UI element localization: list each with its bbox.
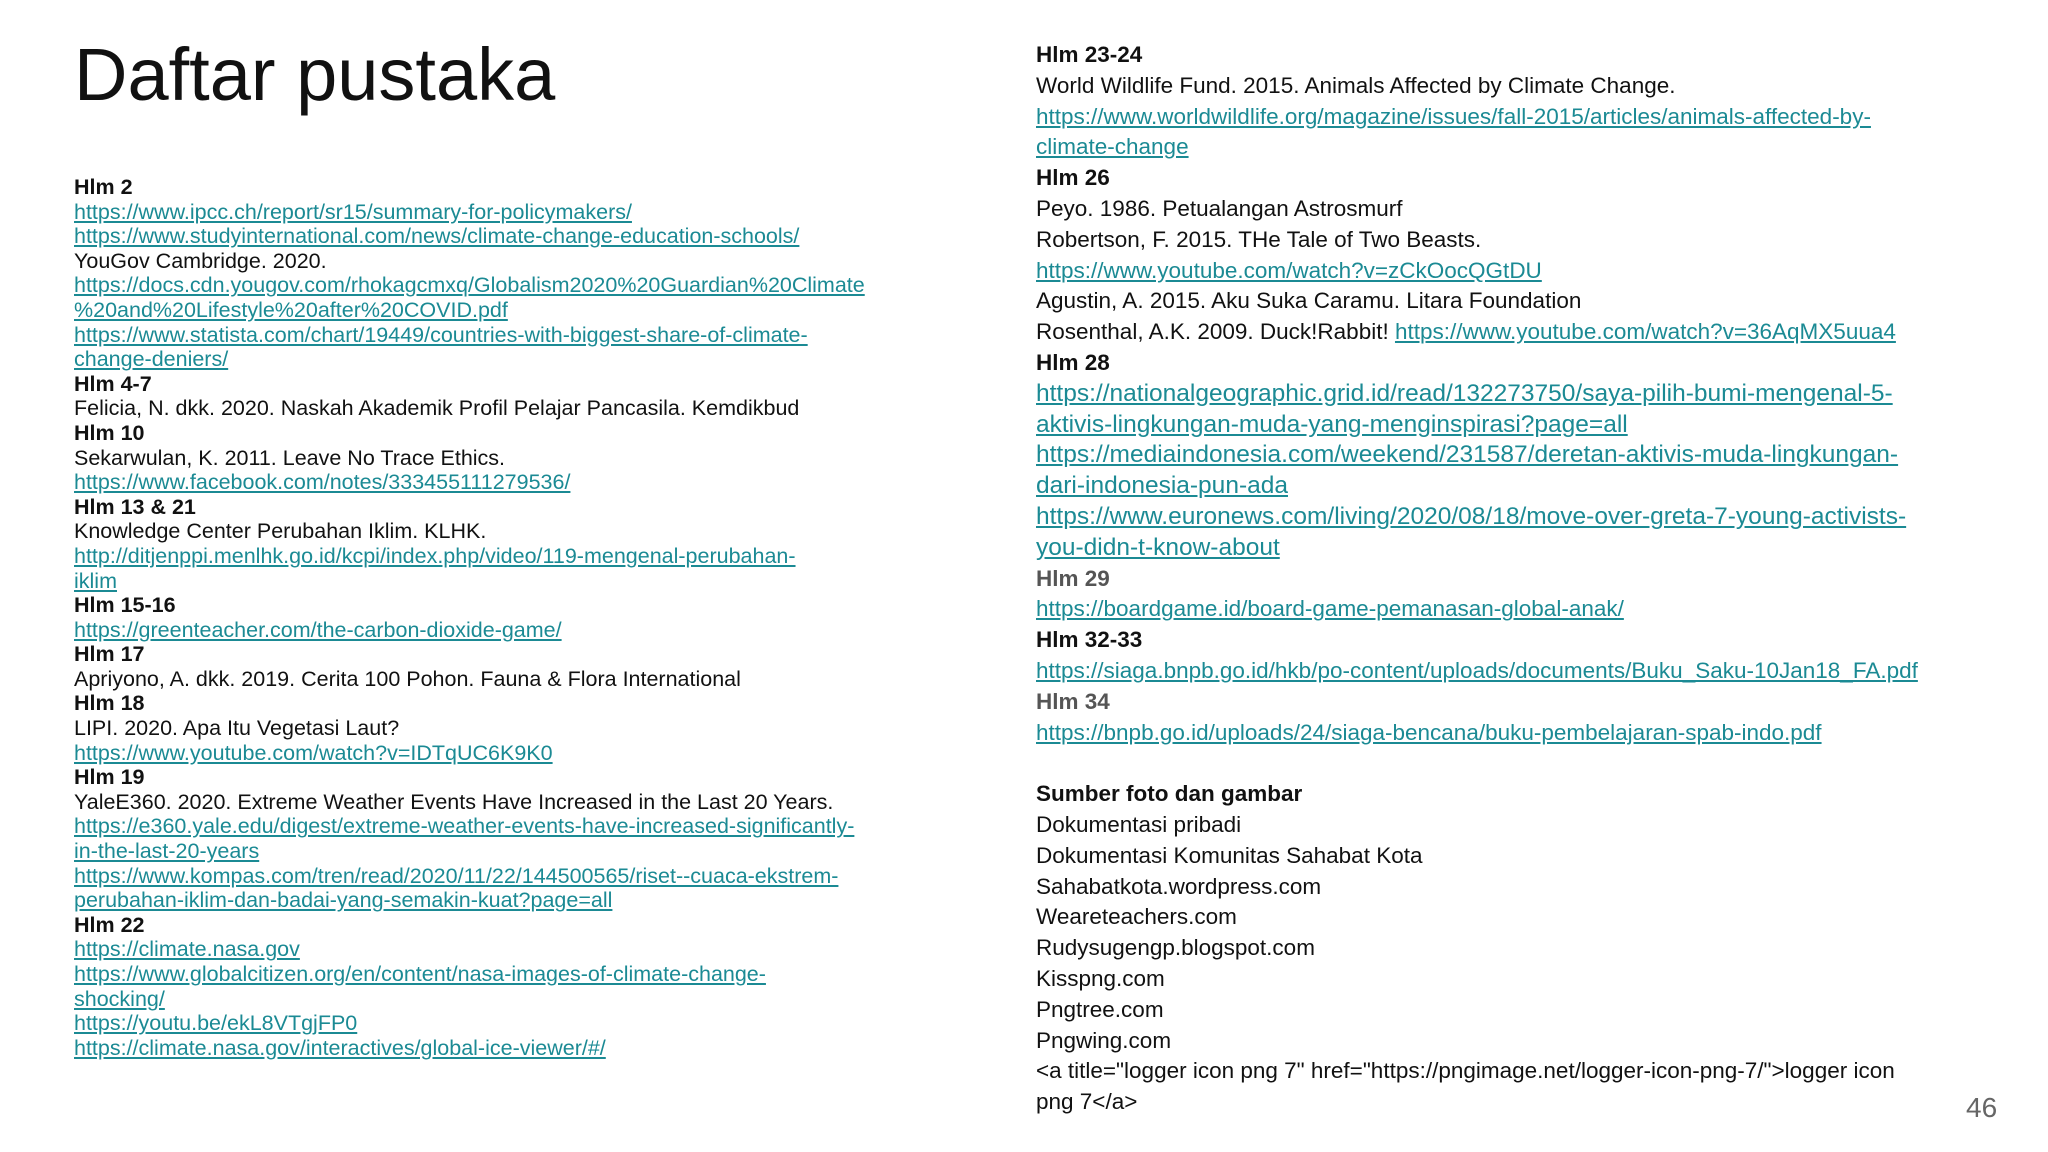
reference-link[interactable]: https://bnpb.go.id/uploads/24/siaga-bencana/buku-pembelajaran-spab-indo.pdf: [1036, 719, 1822, 745]
reference-link[interactable]: https://climate.nasa.gov: [74, 937, 300, 962]
reference-link[interactable]: https://www.youtube.com/watch?v=36AqMX5uua4: [1394, 319, 1896, 345]
reference-link[interactable]: https://www.ipcc.ch/report/sr15/summary-for-policymakers/: [74, 199, 632, 224]
reference-link[interactable]: perubahan-iklim-dan-badai-yang-semakin-kuat?page=all: [74, 888, 613, 913]
section-heading: Hlm 17: [74, 642, 145, 667]
reference-link[interactable]: https://www.youtube.com/watch?v=zCkOocQGtDU: [1036, 257, 1542, 283]
reference-link[interactable]: aktivis-lingkungan-muda-yang-menginspirasi?page=all: [1036, 410, 1628, 438]
reference-text: Dokumentasi Komunitas Sahabat Kota: [1036, 842, 1423, 868]
reference-text: LIPI. 2020. Apa Itu Vegetasi Laut?: [74, 716, 400, 741]
section-heading: Hlm 19: [74, 765, 145, 790]
section-heading: Hlm 23-24: [1036, 42, 1143, 67]
reference-link[interactable]: https://www.globalcitizen.org/en/content/nasa-images-of-climate-change-: [74, 962, 766, 986]
reference-text: Weareteachers.com: [1036, 904, 1237, 930]
reference-text: Kisspng.com: [1036, 965, 1165, 991]
reference-link[interactable]: climate-change: [1036, 134, 1189, 160]
section-heading: Hlm 26: [1036, 165, 1110, 191]
reference-text: Apriyono, A. dkk. 2019. Cerita 100 Pohon. Fauna & Flora International: [74, 666, 741, 691]
reference-list-left: [74, 175, 1004, 1060]
reference-link[interactable]: https://www.kompas.com/tren/read/2020/11/22/144500565/riset--cuaca-ekstrem-: [74, 863, 839, 888]
reference-link[interactable]: https://mediaindonesia.com/weekend/231587/deretan-aktivis-muda-lingkungan-: [1036, 441, 1899, 469]
reference-link[interactable]: https://www.euronews.com/living/2020/08/18/move-over-greta-7-young-activists-: [1036, 502, 1907, 530]
section-heading: Hlm 28: [1036, 349, 1110, 375]
reference-text: World Wildlife Fund. 2015. Animals Affected by Climate Change.: [1036, 72, 1676, 98]
reference-link[interactable]: %20and%20Lifestyle%20after%20COVID.pdf: [74, 297, 508, 322]
section-heading: Sumber foto dan gambar: [1036, 781, 1303, 807]
reference-link[interactable]: https://docs.cdn.yougov.com/rhokagcmxq/Globalism2020%20Guardian%20Climate: [74, 273, 865, 298]
section-heading: Hlm 13 & 21: [74, 494, 196, 519]
reference-link[interactable]: https://youtu.be/ekL8VTgjFP0: [74, 1011, 358, 1036]
reference-text: Felicia, N. dkk. 2020. Naskah Akademik Profil Pelajar Pancasila. Kemdikbud: [74, 396, 800, 421]
reference-text: Rudysugengp.blogspot.com: [1036, 935, 1315, 961]
reference-link[interactable]: https://greenteacher.com/the-carbon-dioxide-game/: [74, 617, 562, 642]
section-heading: Hlm 10: [74, 420, 145, 445]
reference-text: Pngwing.com: [1036, 1027, 1172, 1053]
page-title: Daftar pustaka: [74, 33, 556, 116]
section-heading: Hlm 32-33: [1036, 627, 1143, 653]
reference-text: Robertson, F. 2015. THe Tale of Two Beasts.: [1036, 226, 1482, 252]
reference-link[interactable]: iklim: [74, 568, 117, 593]
reference-text: Rosenthal, A.K. 2009. Duck!Rabbit!: [1036, 319, 1395, 345]
reference-text: Knowledge Center Perubahan Iklim. KLHK.: [74, 519, 487, 544]
reference-link[interactable]: shocking/: [74, 986, 165, 1011]
section-heading: Hlm 22: [74, 912, 145, 937]
reference-list-right: [1036, 40, 1986, 1118]
reference-link[interactable]: https://www.facebook.com/notes/333455111279536/: [74, 470, 571, 495]
reference-link[interactable]: https://siaga.bnpb.go.id/hkb/po-content/uploads/documents/Buku_Saku-10Jan18_FA.pdf: [1036, 657, 1918, 683]
section-heading: Hlm 29: [1036, 565, 1110, 591]
reference-link[interactable]: change-deniers/: [74, 347, 229, 372]
reference-link[interactable]: http://ditjenppi.menlhk.go.id/kcpi/index.php/video/119-mengenal-perubahan-: [74, 543, 796, 568]
reference-link[interactable]: https://www.statista.com/chart/19449/countries-with-biggest-share-of-climate-: [74, 322, 808, 347]
reference-text: Agustin, A. 2015. Aku Suka Caramu. Litara Foundation: [1036, 288, 1582, 314]
reference-text: <a title="logger icon png 7" href="https://pngimage.net/logger-icon-png-7/">logger icon: [1036, 1058, 1895, 1084]
reference-link[interactable]: dari-indonesia-pun-ada: [1036, 472, 1288, 500]
reference-text: Sahabatkota.wordpress.com: [1036, 873, 1322, 899]
reference-link[interactable]: https://climate.nasa.gov/interactives/global-ice-viewer/#/: [74, 1035, 606, 1060]
reference-line: [1036, 317, 1986, 348]
reference-link[interactable]: https://www.studyinternational.com/news/climate-change-education-schools/: [74, 224, 800, 249]
reference-link[interactable]: https://nationalgeographic.grid.id/read/132273750/saya-pilih-bumi-mengenal-5-: [1036, 379, 1893, 407]
blank-line: [1036, 748, 1986, 779]
section-heading: Hlm 2: [74, 175, 133, 199]
section-heading: Hlm 15-16: [74, 593, 176, 618]
reference-link[interactable]: https://e360.yale.edu/digest/extreme-weather-events-have-increased-significantly-: [74, 814, 855, 839]
reference-text: YouGov Cambridge. 2020.: [74, 248, 327, 273]
reference-text: Peyo. 1986. Petualangan Astrosmurf: [1036, 195, 1403, 221]
reference-link[interactable]: https://www.worldwildlife.org/magazine/issues/fall-2015/articles/animals-affected-by-: [1036, 103, 1871, 129]
reference-link[interactable]: https://boardgame.id/board-game-pemanasan-global-anak/: [1036, 596, 1624, 622]
section-heading: Hlm 18: [74, 691, 145, 716]
reference-link[interactable]: https://www.youtube.com/watch?v=IDTqUC6K9K0: [74, 740, 553, 765]
reference-link[interactable]: in-the-last-20-years: [74, 839, 260, 864]
reference-text: Sekarwulan, K. 2011. Leave No Trace Ethics.: [74, 445, 506, 470]
reference-text: png 7</a>: [1036, 1089, 1138, 1115]
section-heading: Hlm 4-7: [74, 371, 152, 396]
reference-text: Dokumentasi pribadi: [1036, 811, 1242, 837]
reference-text: YaleE360. 2020. Extreme Weather Events Have Increased in the Last 20 Years.: [74, 789, 834, 814]
section-heading: Hlm 34: [1036, 688, 1110, 714]
reference-link[interactable]: you-didn-t-know-about: [1036, 533, 1280, 561]
page-number: 46: [1966, 1092, 1998, 1123]
reference-text: Pngtree.com: [1036, 996, 1164, 1022]
